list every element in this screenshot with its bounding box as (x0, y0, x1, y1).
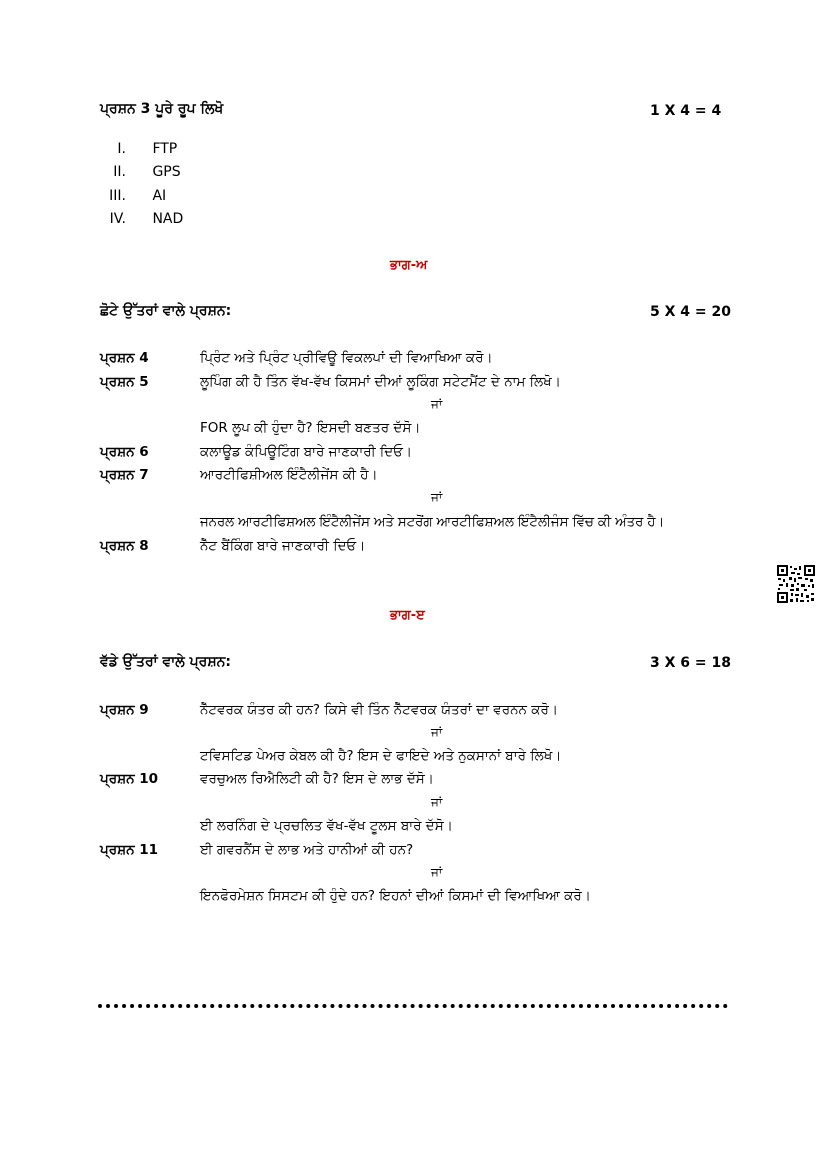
question-10-text: ਵਰਚੁਅਲ ਰਿਐਲਿਟੀ ਕੀ ਹੈ? ਇਸ ਦੇ ਲਾਭ ਦੱਸੋ। (200, 771, 434, 787)
list-item-text: AI (152, 188, 167, 204)
question-11-label: ਪ੍ਰਸ਼ਨ 11 (100, 842, 158, 858)
question-10-or: ਜਾਂ (431, 795, 443, 809)
list-item-number: IV. (109, 211, 126, 227)
list-item (96, 188, 166, 204)
list-item (96, 141, 177, 157)
dotted-divider (98, 1004, 728, 1008)
question-9-or: ਜਾਂ (431, 725, 443, 739)
question-5-alt: FOR ਲੂਪ ਕੀ ਹੁੰਦਾ ਹੈ? ਇਸਦੀ ਬਣਤਰ ਦੱਸੋ। (200, 420, 421, 436)
question-4-label: ਪ੍ਰਸ਼ਨ 4 (100, 350, 149, 366)
question-7-or: ਜਾਂ (431, 490, 443, 504)
section-a-marks: 5 X 4 = 20 (650, 304, 731, 320)
question-10-label: ਪ੍ਰਸ਼ਨ 10 (100, 771, 158, 787)
section-e-title: ਭਾਗ-ੲ (390, 608, 425, 623)
question-7-label: ਪ੍ਰਸ਼ਨ 7 (100, 467, 149, 483)
question-8-label: ਪ੍ਰਸ਼ਨ 8 (100, 538, 149, 554)
list-item-number: I. (117, 141, 126, 157)
list-item-number: III. (109, 188, 126, 204)
question-7-text: ਆਰਟੀਫਿਸ਼ੀਅਲ ਇੰਟੈਲੀਜੇਂਸ ਕੀ ਹੈ। (200, 467, 378, 483)
question-9-text: ਨੈੱਟਵਰਕ ਯੰਤਰ ਕੀ ਹਨ? ਕਿਸੇ ਵੀ ਤਿੰਨ ਨੈੱਟਵਰਕ ਯੰਤਰਾਂ ਦਾ ਵਰਨਨ ਕਰੋ। (200, 702, 558, 718)
question-6-label: ਪ੍ਰਸ਼ਨ 6 (100, 444, 149, 460)
question-6-text: ਕਲਾਊਡ ਕੰਪਿਊਟਿੰਗ ਬਾਰੇ ਜਾਣਕਾਰੀ ਦਿਓ। (200, 444, 412, 460)
question-5-text: ਲੂਪਿੰਗ ਕੀ ਹੈ ਤਿੰਨ ਵੱਖ-ਵੱਖ ਕਿਸਮਾਂ ਦੀਆਂ ਲੂਕਿੰਗ ਸਟੇਟਮੈਂਟ ਦੇ ਨਾਮ ਲਿਖੋ। (200, 374, 561, 390)
q3-title: ਪ੍ਰਸ਼ਨ 3 ਪੂਰੇ ਰੂਪ ਲਿਖੋ (100, 101, 224, 117)
list-item (96, 211, 183, 227)
question-5-or: ਜਾਂ (431, 397, 443, 411)
question-9-alt: ਟਵਿਸਟਿਡ ਪੇਅਰ ਕੇਬਲ ਕੀ ਹੈ? ਇਸ ਦੇ ਫਾਇਦੇ ਅਤੇ ਨੁਕਸਾਨਾਂ ਬਾਰੇ ਲਿਖੋ। (200, 748, 562, 764)
list-item-number: II. (113, 164, 126, 180)
question-10-alt: ਈ ਲਰਨਿੰਗ ਦੇ ਪ੍ਰਚਲਿਤ ਵੱਖ-ਵੱਖ ਟੂਲਸ ਬਾਰੇ ਦੱਸੋ। (200, 818, 453, 834)
q3-marks: 1 X 4 = 4 (650, 103, 722, 119)
section-e-marks: 3 X 6 = 18 (650, 655, 731, 671)
question-5-label: ਪ੍ਰਸ਼ਨ 5 (100, 374, 149, 390)
list-item-text: GPS (152, 164, 181, 180)
section-a-title: ਭਾਗ-ਅ (390, 258, 428, 273)
section-e-heading: ਵੱਡੇ ਉੱਤਰਾਂ ਵਾਲੇ ਪ੍ਰਸ਼ਨ: (100, 654, 231, 670)
list-item-text: FTP (152, 141, 178, 157)
question-4-text: ਪ੍ਰਿੰਟ ਅਤੇ ਪ੍ਰਿੰਟ ਪ੍ਰੀਵਿਊ ਵਿਕਲਪਾਂ ਦੀ ਵਿਆਖਿਆ ਕਰੋ। (200, 350, 493, 366)
question-9-label: ਪ੍ਰਸ਼ਨ 9 (100, 702, 149, 718)
qr-code (777, 565, 815, 603)
question-11-text: ਈ ਗਵਰਨੈਂਸ ਦੇ ਲਾਭ ਅਤੇ ਹਾਨੀਆਂ ਕੀ ਹਨ? (200, 842, 414, 858)
section-a-heading: ਛੋਟੇ ਉੱਤਰਾਂ ਵਾਲੇ ਪ੍ਰਸ਼ਨ: (100, 303, 232, 319)
question-7-alt: ਜਨਰਲ ਆਰਟੀਫਿਸ਼ਅਲ ਇੰਟੈਲੀਜੇਂਸ ਅਤੇ ਸਟਰੋਂਗ ਆਰਟੀਫਿਸ਼ਅਲ ਇੰਟੈਲੀਜੰਸ ਵਿੱਚ ਕੀ ਅੰਤਰ ਹੈ। (200, 514, 665, 530)
question-8-text: ਨੈੱਟ ਬੈਂਕਿੰਗ ਬਾਰੇ ਜਾਣਕਾਰੀ ਦਿਓ। (200, 538, 366, 554)
list-item (96, 164, 181, 180)
question-11-or: ਜਾਂ (431, 865, 443, 879)
question-11-alt: ਇਨਫੋਰਮੇਸ਼ਨ ਸਿਸਟਮ ਕੀ ਹੁੰਦੇ ਹਨ? ਇਹਨਾਂ ਦੀਆਂ ਕਿਸਮਾਂ ਦੀ ਵਿਆਖਿਆ ਕਰੋ। (200, 888, 591, 904)
list-item-text: NAD (152, 211, 184, 227)
